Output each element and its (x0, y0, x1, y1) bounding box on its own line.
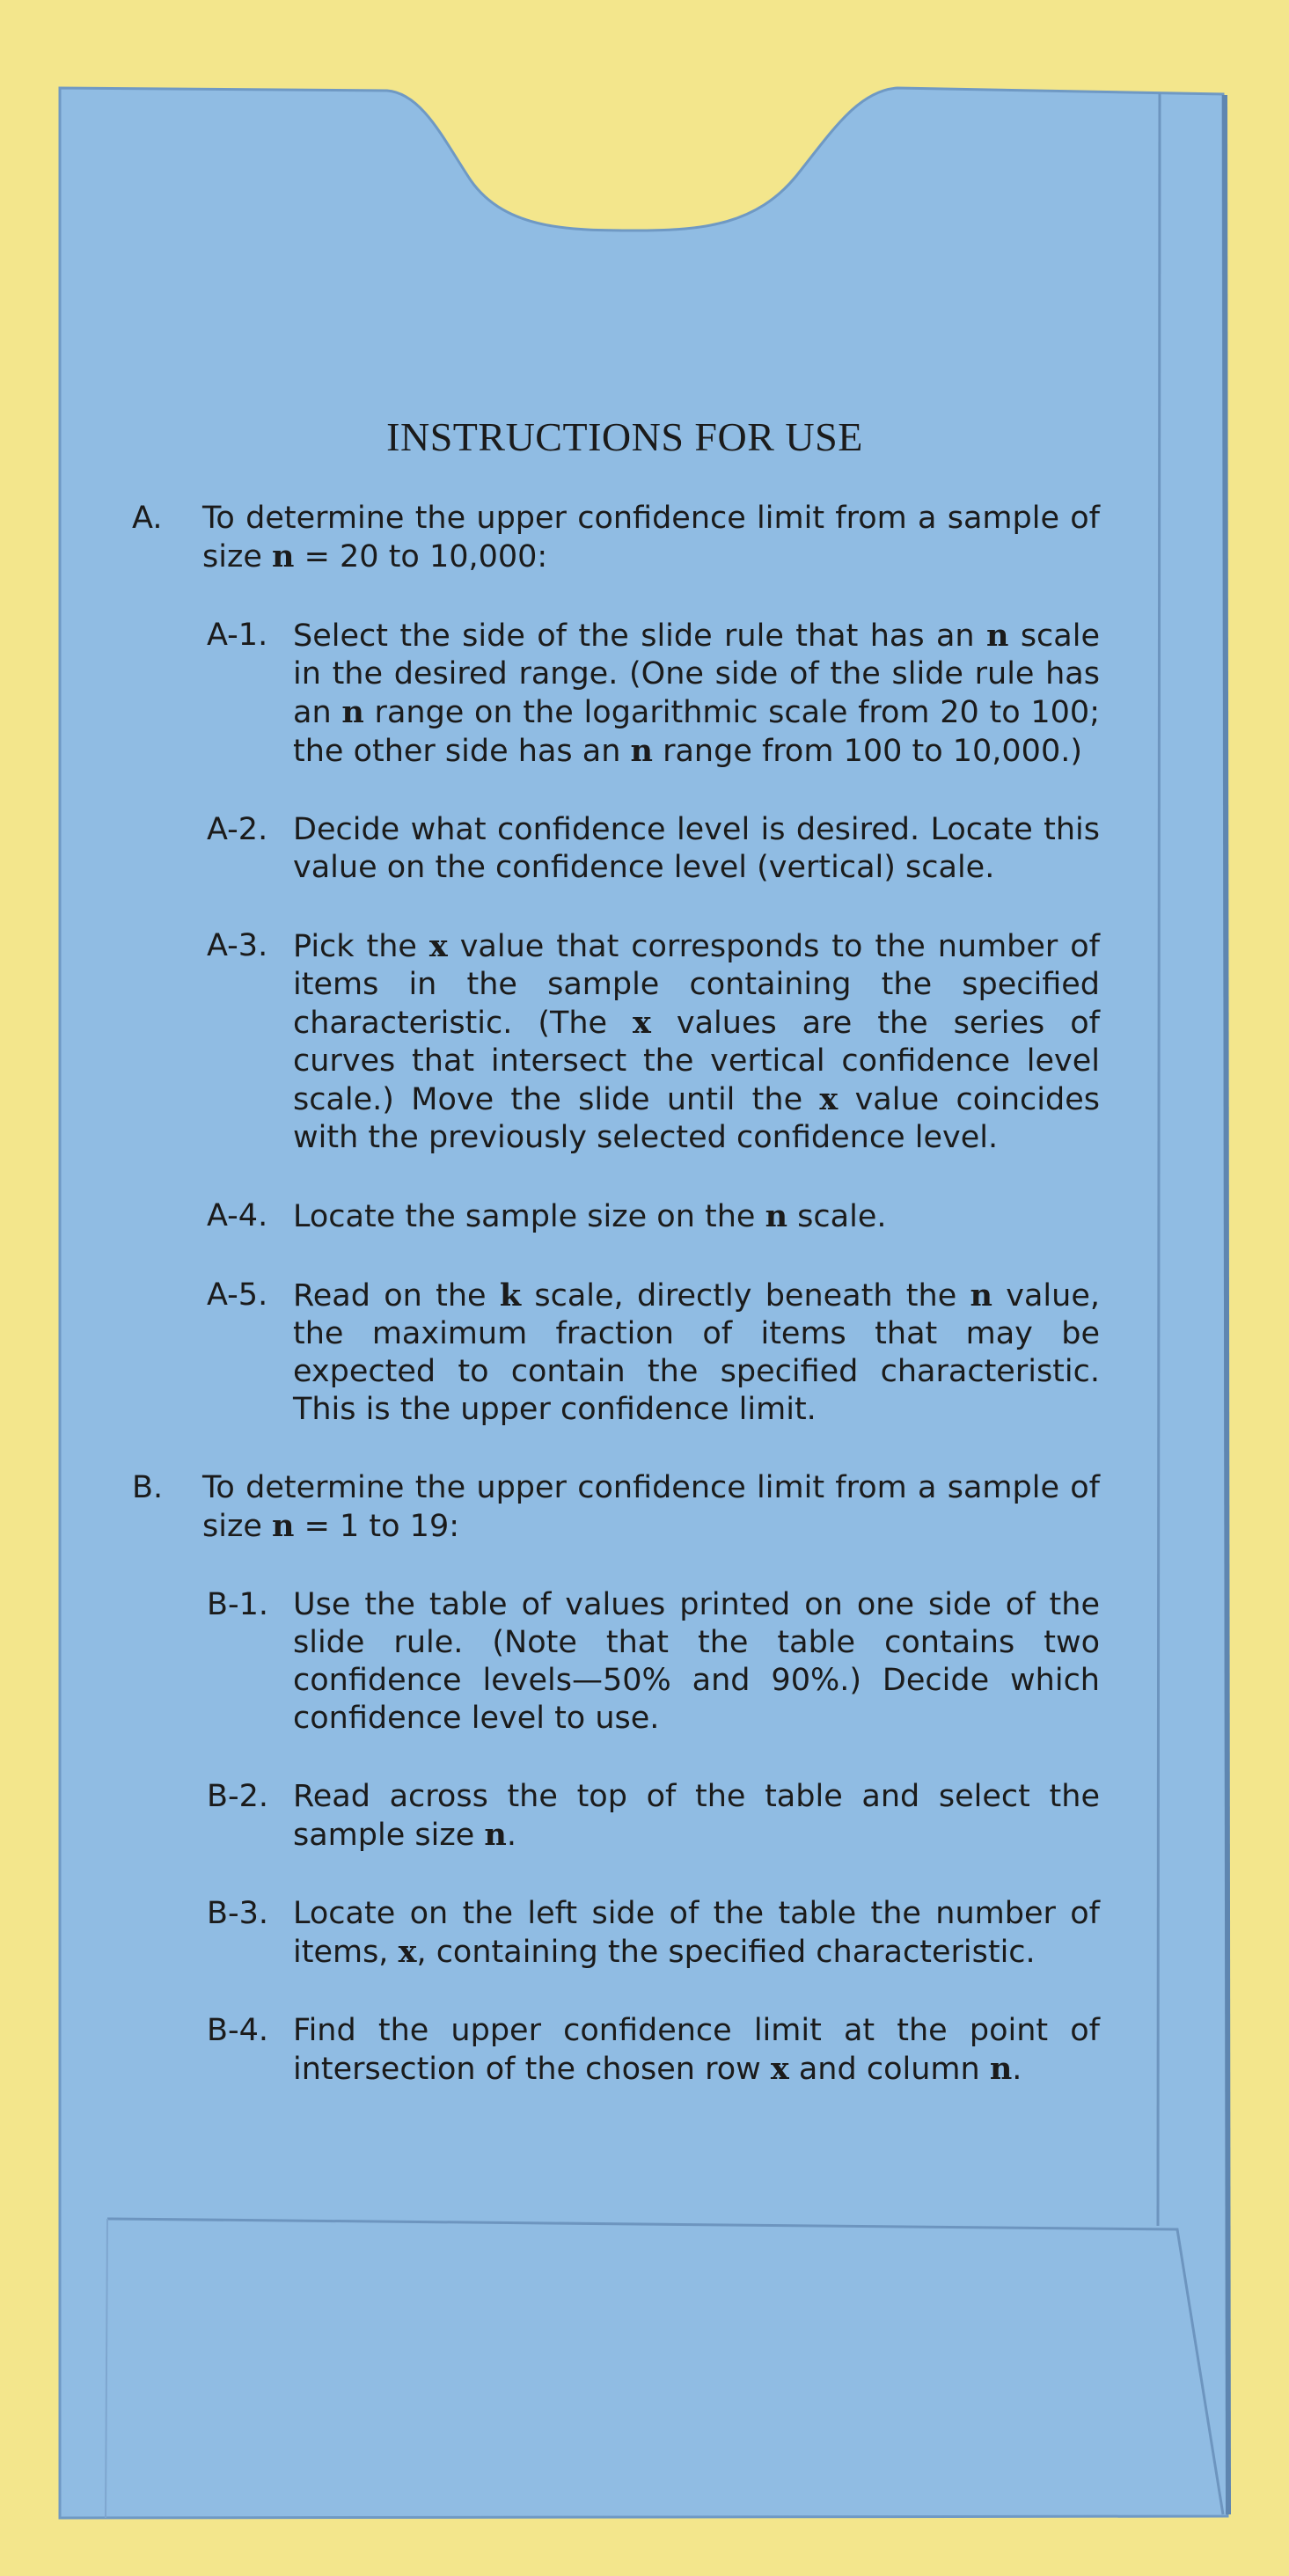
step-label: A-5. (207, 1277, 268, 1313)
variable-symbol: n (630, 733, 653, 769)
variable-symbol: x (633, 1005, 651, 1041)
variable-symbol: n (272, 538, 295, 574)
step-text: Read on the k scale, directly beneath the n value, the maximum fraction of items that may be expected to contain the specified characteristic. This is the upper confidence limit. (293, 1277, 1100, 1427)
variable-symbol: n (985, 618, 1009, 654)
section-a (132, 500, 1100, 1429)
variable-symbol: n (970, 1277, 992, 1314)
instruction-sections (132, 500, 1100, 2089)
variable-symbol: x (428, 928, 448, 964)
step-a-5 (207, 1277, 1100, 1429)
section-letter: A. (132, 501, 163, 536)
section-heading (132, 1469, 1100, 1546)
variable-symbol: x (398, 1934, 417, 1970)
step-b-2 (207, 1778, 1100, 1855)
section-heading-text: To determine the upper confidence limit from a sample of size n = 1 to 19: (202, 1470, 1100, 1544)
step-text: Use the table of values printed on one side of the slide rule. (Note that the table contains two confidence levels—50% and 90%.) Decide which confidence level to use. (293, 1587, 1100, 1736)
sleeve-edge-shadow (1225, 95, 1228, 2514)
section-b (132, 1469, 1100, 2089)
instructions (132, 413, 1100, 2129)
step-label: A-2. (207, 812, 268, 847)
step-label: A-3. (207, 928, 268, 963)
step-label: A-1. (207, 618, 268, 653)
sleeve-right-fold (1158, 93, 1160, 2226)
step-text: Select the side of the slide rule that has an n scale in the desired range. (One side of the slide rule has an n range on the logarithmic scale from 20 to 100; the other side has an n range from 100 to 10,000.) (293, 618, 1101, 769)
step-a-3 (207, 927, 1100, 1157)
variable-symbol: k (499, 1277, 522, 1314)
step-label: B-4. (207, 2013, 269, 2048)
variable-symbol: x (819, 1081, 839, 1117)
step-label: B-1. (207, 1587, 269, 1622)
step-text: Pick the x value that corresponds to the number of items in the sample containing the specified characteristic. (The x values are the series of curves that intersect the vertical confidence level scale.) Move the slide until the x value coincides with the previously selected confidence level. (293, 928, 1100, 1155)
step-text: Locate on the left side of the table the number of items, x, containing the specified characteristic. (293, 1896, 1100, 1970)
step-b-3 (207, 1895, 1100, 1972)
step-text: Locate the sample size on the n scale. (293, 1198, 887, 1234)
step-label: A-4. (207, 1198, 268, 1233)
step-a-4 (207, 1197, 1100, 1236)
variable-symbol: n (765, 1198, 788, 1234)
step-label: B-3. (207, 1896, 269, 1931)
step-a-2 (207, 811, 1100, 887)
variable-symbol: x (770, 2051, 789, 2087)
step-label: B-2. (207, 1779, 269, 1814)
step-text: Decide what confidence level is desired. Locate this value on the confidence level (vertical) scale. (293, 812, 1100, 885)
section-heading-text: To determine the upper confidence limit from a sample of size n = 20 to 10,000: (202, 501, 1100, 574)
step-text: Find the upper confidence limit at the point of intersection of the chosen row x and column n. (293, 2013, 1100, 2087)
step-a-1 (207, 617, 1100, 771)
section-letter: B. (132, 1470, 164, 1505)
step-b-1 (207, 1586, 1100, 1738)
variable-symbol: n (484, 1817, 507, 1853)
variable-symbol: n (989, 2051, 1013, 2087)
step-text: Read across the top of the table and select the sample size n. (293, 1779, 1100, 1853)
variable-symbol: n (341, 694, 364, 730)
page-title: INSTRUCTIONS FOR USE (386, 414, 863, 459)
section-heading (132, 500, 1100, 576)
variable-symbol: n (272, 1508, 295, 1544)
step-b-4 (207, 2012, 1100, 2089)
